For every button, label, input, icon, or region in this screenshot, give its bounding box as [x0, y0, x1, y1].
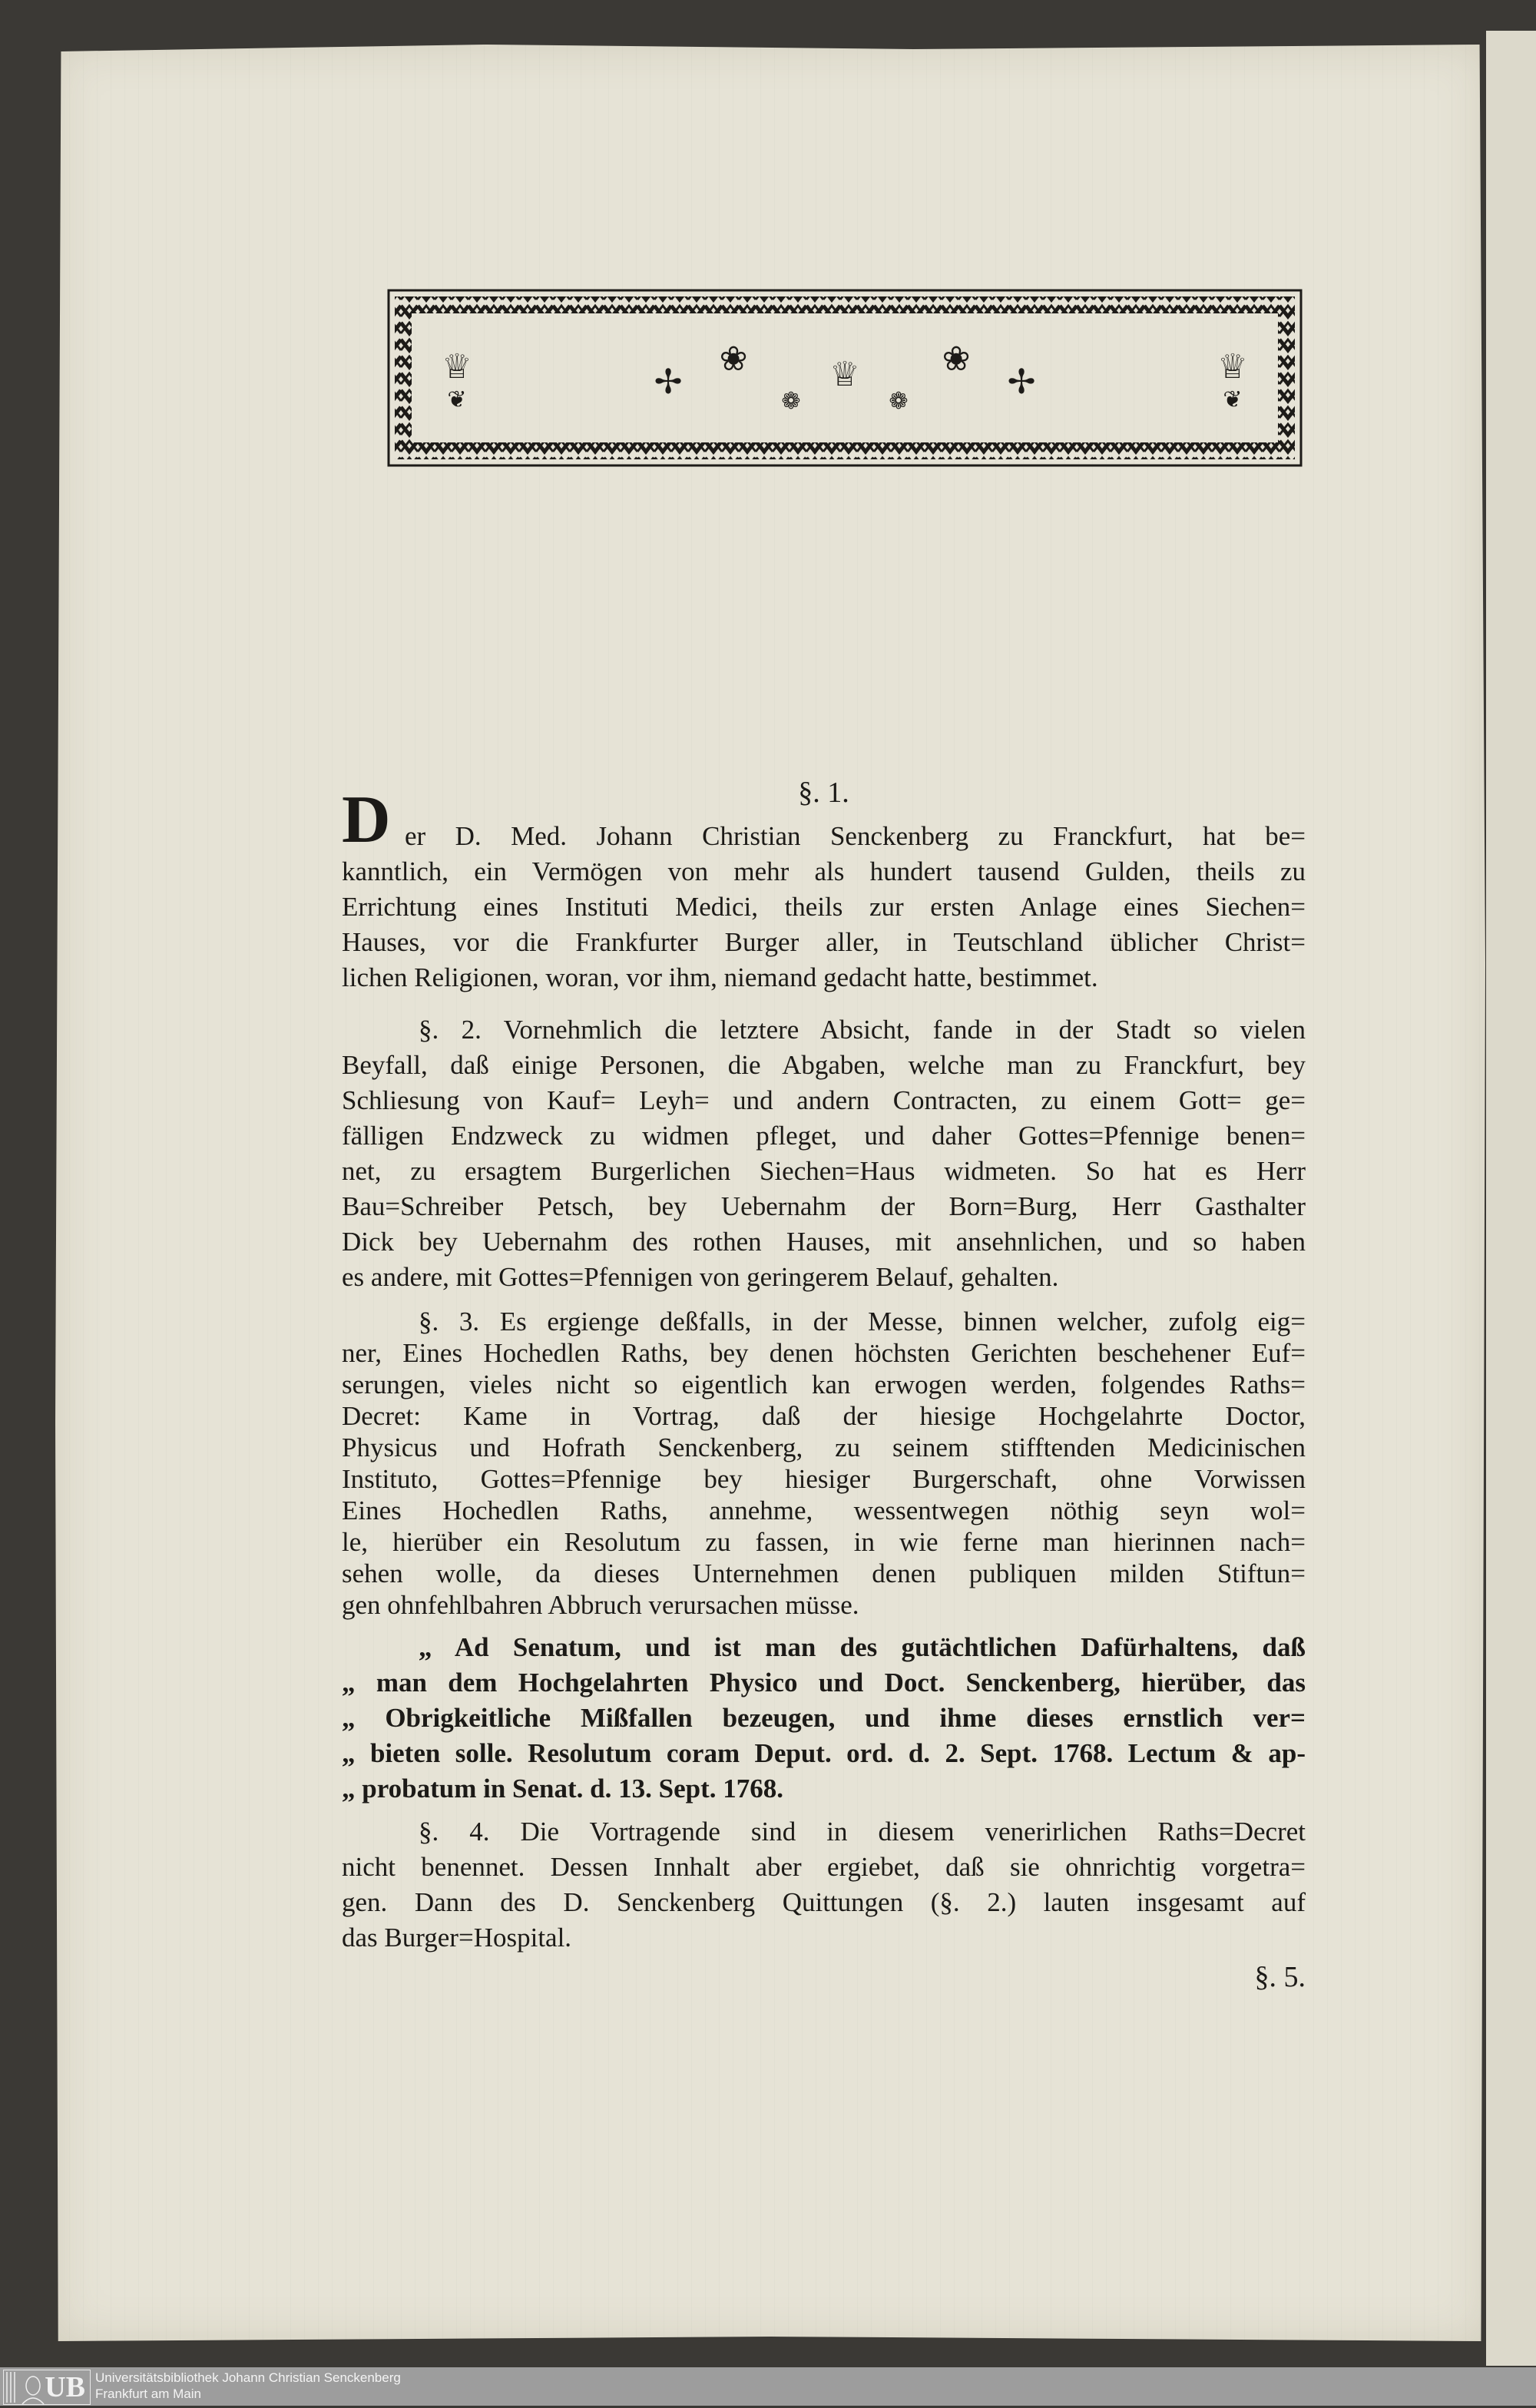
catchword: §. 5.	[1254, 1961, 1306, 1993]
text-line: Bau=Schreiber Petsch, bey Uebernahm der Born=Burg, Herr Gasthalter	[342, 1191, 1306, 1221]
text-line: es andere, mit Gottes=Pfennigen von geringerem Belauf, gehalten.	[342, 1262, 1059, 1292]
adjacent-page-edge	[1486, 31, 1536, 2366]
text-line: Beyfall, daß einige Personen, die Abgaben, welche man zu Franckfurt, bey	[342, 1050, 1306, 1080]
library-name: Universitätsbibliothek Johann Christian Senckenberg	[95, 2370, 401, 2385]
ornamental-header-border	[384, 286, 1306, 470]
svg-text:❦: ❦	[1223, 386, 1243, 413]
text-line: Hauses, vor die Frankfurter Burger aller, in Teutschland üblicher Christ=	[342, 927, 1306, 957]
svg-text:❀: ❀	[719, 340, 748, 379]
logo-text: UB	[45, 2371, 85, 2403]
text-line: Physicus und Hofrath Senckenberg, zu seinem stifftenden Medicinischen	[342, 1433, 1306, 1462]
text-line: „ bieten solle. Resolutum coram Deput. ord. d. 2. Sept. 1768. Lectum & ap-	[342, 1738, 1306, 1768]
section-4-lines	[342, 1814, 1306, 1956]
svg-text:✢: ✢	[1007, 363, 1036, 402]
text-line: „ man dem Hochgelahrten Physico und Doct. Senckenberg, hierüber, das	[342, 1668, 1306, 1698]
text-line: Errichtung eines Instituti Medici, theils zur ersten Anlage eines Siechen=	[342, 892, 1306, 922]
drop-cap: D	[342, 783, 391, 857]
text-line: le, hierüber ein Resolutum zu fassen, in wie ferne man hierinnen nach=	[342, 1527, 1306, 1557]
text-line: Schliesung von Kauf= Leyh= und andern Contracten, zu einem Gott= ge=	[342, 1085, 1306, 1115]
svg-text:♕: ♕	[442, 347, 472, 386]
svg-text:♕: ♕	[1217, 347, 1248, 386]
section-1-heading: §. 1.	[798, 777, 849, 809]
section-2	[342, 1012, 1306, 1295]
section-3	[342, 1306, 1306, 1621]
text-line: net, zu ersagtem Burgerlichen Siechen=Haus widmeten. So hat es Herr	[342, 1156, 1306, 1186]
text-line: sehen wolle, da dieses Unternehmen denen publiquen milden Stiftun=	[342, 1558, 1306, 1588]
text-line: §. 3. Es ergienge deßfalls, in der Messe, binnen welcher, zufolg eig=	[419, 1307, 1306, 1336]
section-3-lines	[342, 1306, 1306, 1621]
library-credit	[95, 2370, 401, 2402]
library-city: Frankfurt am Main	[95, 2386, 201, 2401]
text-line: das Burger=Hospital.	[342, 1923, 572, 1953]
text-line: §. 4. Die Vortragende sind in diesem venerirlichen Raths=Decret	[419, 1817, 1306, 1847]
text-line: gen. Dann des D. Senckenberg Quittungen (§. 2.) lauten insgesamt auf	[342, 1887, 1306, 1917]
text-line: „ Obrigkeitliche Mißfallen bezeugen, und ihme dieses ernstlich ver=	[342, 1703, 1306, 1733]
svg-text:❁: ❁	[781, 388, 801, 415]
section-2-lines	[342, 1012, 1306, 1295]
text-line: lichen Religionen, woran, vor ihm, niemand gedacht hatte, bestimmet.	[342, 962, 1098, 992]
svg-text:✢: ✢	[654, 363, 683, 402]
section-1-lines	[342, 819, 1306, 995]
text-line: „ Ad Senatum, und ist man des gutächtlichen Dafürhaltens, daß	[419, 1632, 1306, 1662]
text-line: kanntlich, ein Vermögen von mehr als hundert tausend Gulden, theils zu	[342, 856, 1306, 886]
text-line: er D. Med. Johann Christian Senckenberg zu Franckfurt, hat be=	[405, 821, 1306, 851]
senckenberg-portrait-icon	[4, 2370, 50, 2404]
text-line: Eines Hochedlen Raths, annehme, wessentwegen nöthig seyn wol=	[342, 1495, 1306, 1525]
text-line: Instituto, Gottes=Pfennige bey hiesiger Burgerschaft, ohne Vorwissen	[342, 1464, 1306, 1494]
text-line: gen ohnfehlbahren Abbruch verursachen müsse.	[342, 1590, 859, 1620]
library-logo	[3, 2370, 91, 2405]
text-line: ner, Eines Hochedlen Raths, bey denen höchsten Gerichten beschehener Euf=	[342, 1338, 1306, 1368]
section-4	[342, 1814, 1306, 1956]
text-line: serungen, vieles nicht so eigentlich kan erwogen werden, folgendes Raths=	[342, 1370, 1306, 1399]
svg-text:❁: ❁	[889, 388, 909, 415]
text-line: Decret: Kame in Vortrag, daß der hiesige Hochgelahrte Doctor,	[342, 1401, 1306, 1431]
svg-text:❀: ❀	[942, 340, 971, 379]
text-line: nicht benennet. Dessen Innhalt aber ergiebet, daß sie ohnrichtig vorgetra=	[342, 1852, 1306, 1882]
text-line: fälligen Endzweck zu widmen pfleget, und daher Gottes=Pfennige benen=	[342, 1121, 1306, 1151]
section-1	[342, 776, 1306, 999]
decree-quote-lines	[342, 1630, 1306, 1807]
text-line: „ probatum in Senat. d. 13. Sept. 1768.	[342, 1774, 784, 1804]
decree-quote	[342, 1630, 1306, 1807]
text-line: Dick bey Uebernahm des rothen Hauses, mit ansehnlichen, und so haben	[342, 1227, 1306, 1257]
library-footer-bar	[0, 2367, 1536, 2406]
svg-text:❦: ❦	[447, 386, 467, 413]
svg-text:♕: ♕	[829, 355, 860, 394]
text-line: §. 2. Vornehmlich die letztere Absicht, fande in der Stadt so vielen	[419, 1015, 1306, 1045]
